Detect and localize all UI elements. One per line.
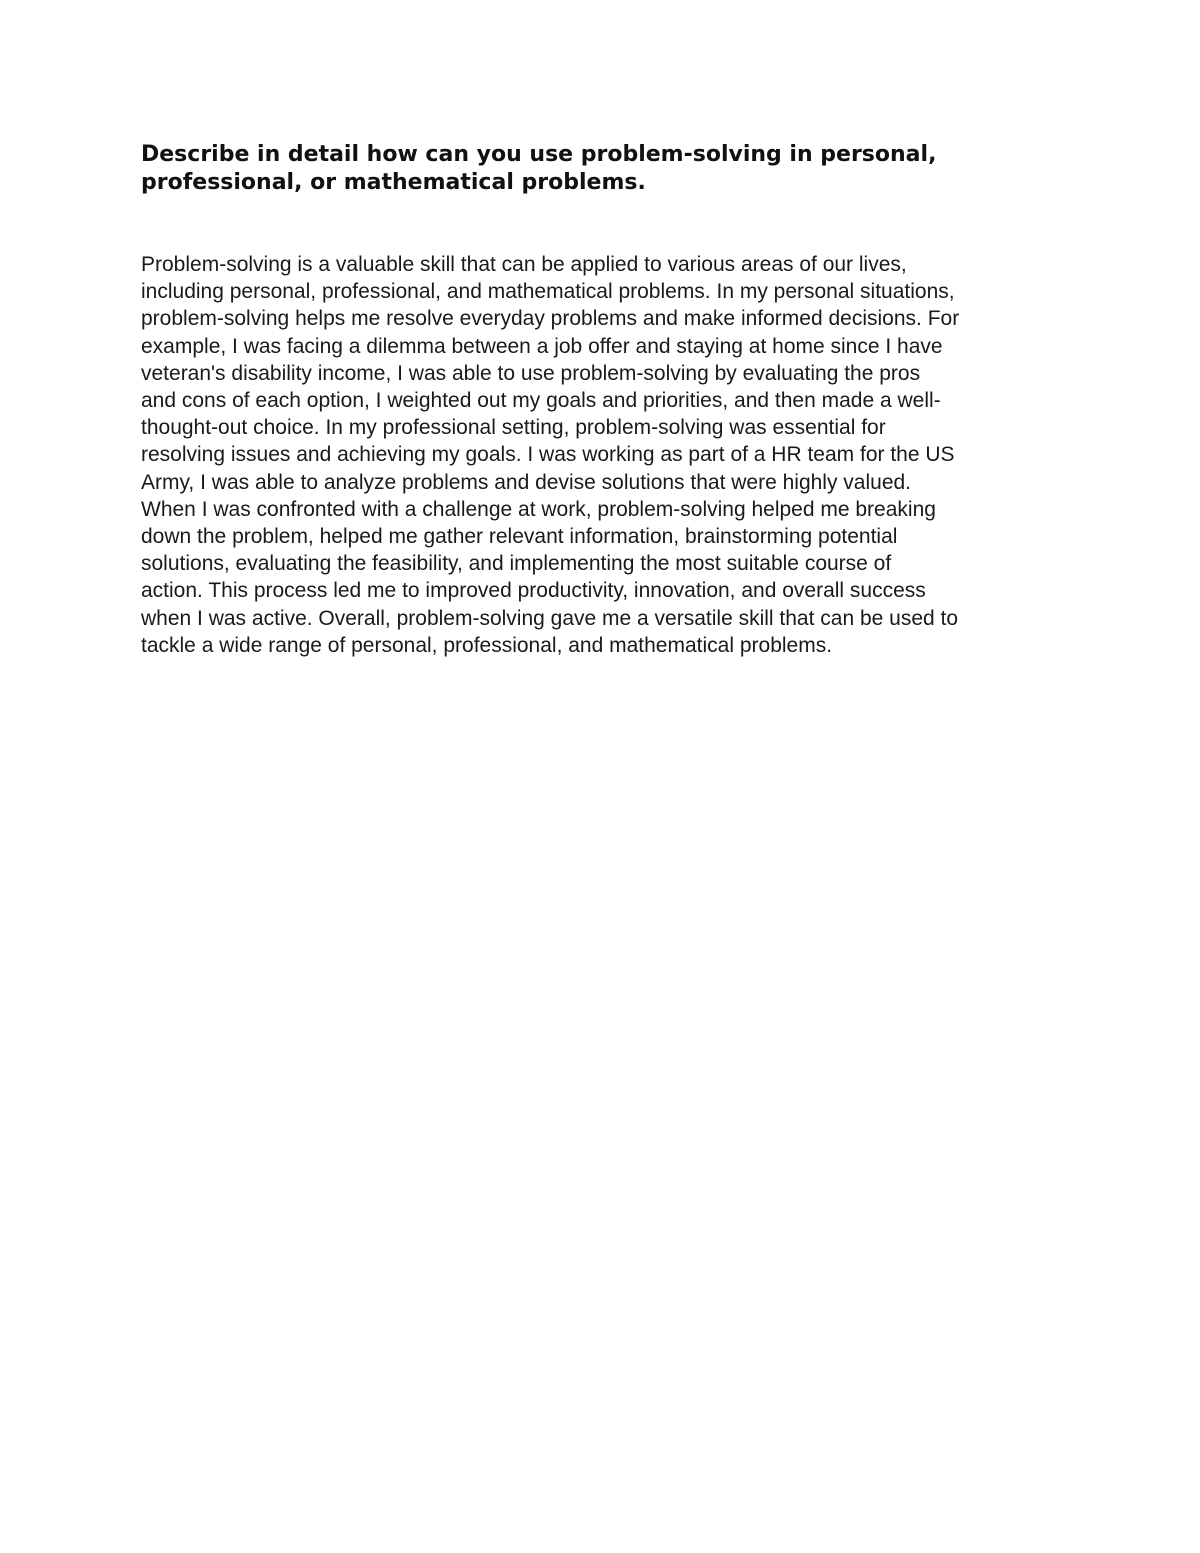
body-line: solutions, evaluating the feasibility, and implementing the most suitable course of <box>141 552 892 576</box>
body-line: Army, I was able to analyze problems and devise solutions that were highly valued. <box>141 470 912 494</box>
body-line: resolving issues and achieving my goals. I was working as part of a HR team for the US <box>141 443 955 467</box>
body-line: Problem-solving is a valuable skill that can be applied to various areas of our lives, <box>141 253 907 276</box>
body-line: example, I was facing a dilemma between a job offer and staying at home since I have <box>141 334 943 358</box>
body-line: down the problem, helped me gather relevant information, brainstorming potential <box>141 525 898 549</box>
body-line: action. This process led me to improved productivity, innovation, and overall success <box>141 579 926 603</box>
body-line: When I was confronted with a challenge at work, problem-solving helped me breaking <box>141 497 936 521</box>
body-paragraph <box>141 251 1101 659</box>
body-line: problem-solving helps me resolve everyday problems and make informed decisions. For <box>141 307 960 331</box>
body-line: tackle a wide range of personal, professional, and mathematical problems. <box>141 633 833 657</box>
body-line: veteran's disability income, I was able to use problem-solving by evaluating the pros <box>141 361 921 385</box>
title-line: professional, or mathematical problems. <box>141 170 646 195</box>
body-line: and cons of each option, I weighted out my goals and priorities, and then made a well- <box>141 389 941 413</box>
body-line: including personal, professional, and mathematical problems. In my personal situations, <box>141 280 955 304</box>
title-line: Describe in detail how can you use problem-solving in personal, <box>141 142 937 167</box>
body-line: thought-out choice. In my professional setting, problem-solving was essential for <box>141 416 886 440</box>
body-line: when I was active. Overall, problem-solving gave me a versatile skill that can be used to <box>141 606 959 630</box>
document-title <box>141 141 1081 197</box>
